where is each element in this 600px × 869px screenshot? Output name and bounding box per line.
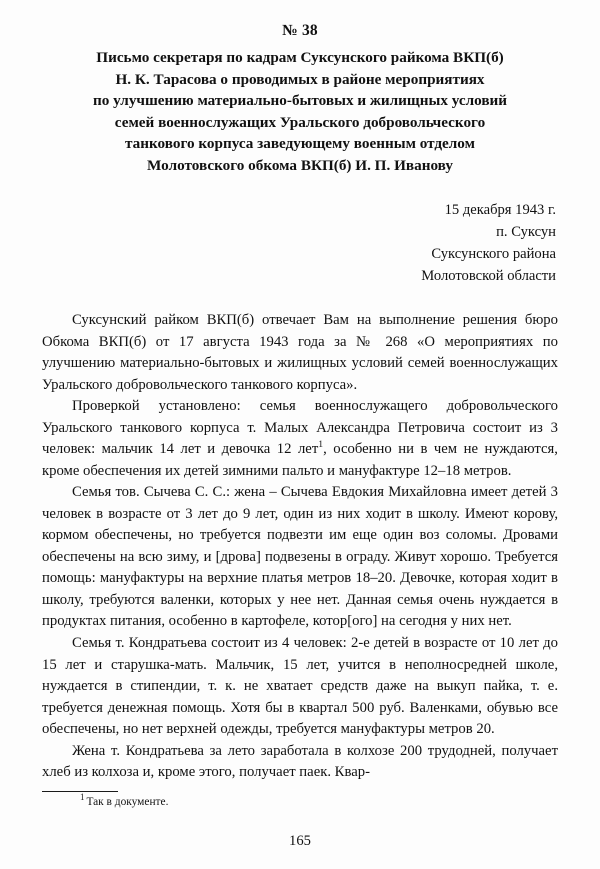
paragraph-2-with-footnote: [42, 396, 558, 482]
title-line-5: танкового корпуса заведующему военным отделом: [125, 135, 475, 153]
paragraph-2-text-after-marker: , особенно ни в чем не нуждаются, кроме обеспечения их детей зимними пальто и мануфактуре 12–18 метров.: [42, 441, 558, 479]
title-line-3: по улучшению материально-бытовых и жилищных условий: [92, 92, 508, 110]
dateline-block: [42, 200, 558, 288]
footnote-number: 1: [80, 792, 85, 803]
dateline-district: Суксунского района: [431, 246, 556, 263]
paragraph-4: Семья т. Кондратьева состоит из 4 человек: 2-е детей в возрасте от 10 лет до 15 лет и старушка-мать. Мальчик, 15 лет, учится в неполносредней школе, нуждается в стипендии, т. к. не хватает средств даже на выкуп пайка, т. е. требуется денежная помощь. Хотя бы в квартал 500 руб. Валенками, обувью все обеспечены, но нет верхней одежды, требуется мануфактуры метров 20.: [42, 635, 558, 738]
paragraph-1: Суксунский райком ВКП(б) отвечает Вам на выполнение решения бюро Обкома ВКП(б) от 17 августа 1943 года за № 268 «О мероприятиях по улучшению материально-бытовых и жилищных условий семей военнослужащих Уральского добровольческого танкового корпуса».: [42, 312, 558, 393]
document-number: № 38: [282, 22, 318, 39]
footnote-entry: [42, 792, 558, 810]
footnote-area: [42, 791, 558, 810]
title-line-4: семей военнослужащих Уральского добровольческого: [114, 113, 486, 131]
title-line-2: Н. К. Тарасова о проводимых в районе мероприятиях: [115, 70, 485, 88]
title-line-1: Письмо секретаря по кадрам Суксунского райкома ВКП(б): [96, 49, 504, 66]
dateline-settlement: п. Суксун: [496, 224, 556, 241]
footnote-reference-marker[interactable]: 1: [318, 439, 324, 451]
footnote-body-text: Так в документе.: [86, 796, 169, 808]
paragraph-5: Жена т. Кондратьева за лето заработала в колхозе 200 трудодней, получает хлеб из колхоза и, кроме этого, получает паек. Квар-: [42, 742, 558, 781]
document-body: [42, 310, 558, 784]
page-content: [42, 0, 558, 784]
document-title: [42, 47, 558, 176]
page-number: 165: [289, 833, 311, 849]
paragraph-2-text-before-marker: Проверкой установлено: семья военнослужащего добровольческого Уральского танкового корпуса т. Малых Александра Петровича состоит из 3 человек: мальчик 14 лет и девочка 12 лет: [42, 398, 558, 458]
dateline-region: Молотовской области: [421, 268, 556, 285]
title-line-6: Молотовского обкома ВКП(б) И. П. Иванову: [147, 156, 453, 174]
paragraph-3: Семья тов. Сычева С. С.: жена – Сычева Евдокия Михайловна имеет детей 3 человек в возрасте от 3 лет до 9 лет, один из них ходит в школу. Имеют корову, кормом обеспечены, но требуется подвезти им еще один воз соломы. Дровами обеспечены на всю зиму, и [дрова] подвезены в ограду. Живут хорошо. Требуется помощь: мануфактуры на верхние платья метров 18–20. Девочке, которая ходит в школу, требуются валенки, которых у нее нет. Данная семья очень нуждается в продуктах питания, особенно в картофеле, котор[ого] на сегодня у них нет.: [42, 484, 558, 630]
dateline-date: 15 декабря 1943 г.: [444, 202, 556, 219]
